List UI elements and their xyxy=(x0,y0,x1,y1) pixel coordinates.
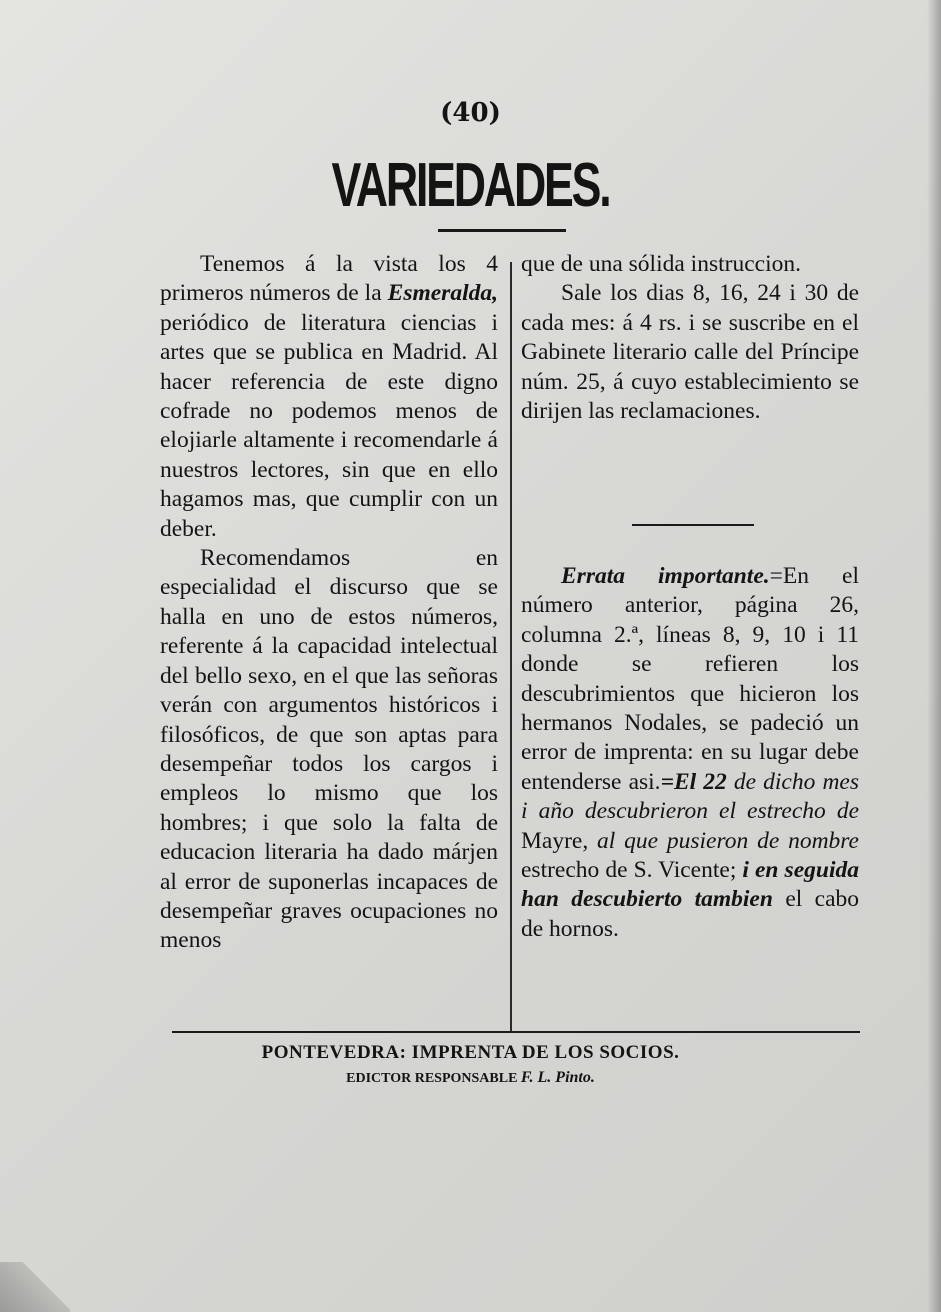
left-paragraph-1 xyxy=(160,250,498,544)
erratum-text-1: =En el número anterior, página 26, columna 2.ª, líneas 8, 9, 10 i 11 donde se refieren los descubrimientos que hicieron los hermanos Nodales, se padeció un error de imprenta: en su lugar debe entenderse asi. xyxy=(521,563,859,795)
column-divider xyxy=(510,262,512,1032)
erratum-text-8: el cabo de hornos. xyxy=(521,886,860,942)
section-separator-rule xyxy=(632,524,754,526)
erratum-paragraph xyxy=(521,562,859,944)
erratum-text-2: =El 22 xyxy=(660,768,727,795)
erratum-text-4: Mayre, xyxy=(521,827,589,854)
page-number: (40) xyxy=(440,98,501,128)
erratum-text-6: estrecho de S. Vicente; xyxy=(521,857,737,884)
right-column xyxy=(521,250,859,426)
editor-name: F. L. Pinto. xyxy=(520,1069,595,1086)
page-corner-fold xyxy=(0,1262,70,1312)
periodical-title: Esmeralda, xyxy=(387,280,498,307)
erratum-text-7: i en seguida han descubierto tambien xyxy=(521,857,859,913)
title-rule xyxy=(438,229,566,232)
right-paragraph-subscription: Sale los dias 8, 16, 24 i 30 de cada mes: á 4 rs. i se suscribe en el Gabinete literario calle del Príncipe núm. 25, á cuyo establecimiento se dirijen las reclamaciones. xyxy=(521,280,859,425)
erratum-notice xyxy=(521,562,859,944)
left-paragraph-1-text-b: periódico de literatura ciencias i artes que se publica en Madrid. Al hacer referencia de este digno cofrade no podemos menos de elojiarle altamente i recomendarle á nuestros lectores, sin que en ello hagamos mas, que cumplir con un deber. xyxy=(160,309,498,542)
editor-label: EDICTOR RESPONSABLE xyxy=(346,1071,518,1086)
erratum-text-3: de dicho mes i año descubrieron el estrecho de xyxy=(521,768,860,825)
imprint-line: PONTEVEDRA: IMPRENTA DE LOS SOCIOS. xyxy=(261,1042,680,1063)
erratum-label: Errata importante. xyxy=(561,563,770,589)
section-title: VARIEDADES. xyxy=(331,151,610,220)
left-paragraph-2: Recomendamos en especialidad el discurso que se halla en uno de estos números, referente á la capacidad intelectual del bello sexo, en el que las señoras verán con argumentos históricos i filosóficos, de que son aptas para desempeñar todos los cargos i empleos lo mismo que los hombres; i que solo la falta de educacion literaria ha dado márjen al error de suponerlas incapaces de desempeñar graves ocupaciones no menos xyxy=(160,545,498,954)
right-paragraph-continuation: que de una sólida instruccion. xyxy=(521,251,801,277)
page-edge-shadow xyxy=(927,0,941,1312)
erratum-text-5: al que pusieron de nombre xyxy=(588,827,859,854)
left-column xyxy=(160,250,498,956)
left-paragraph-1-text-a: Tenemos á la vista los 4 primeros números de la xyxy=(160,251,498,307)
editor-line xyxy=(0,1069,941,1087)
footer-rule xyxy=(172,1031,860,1033)
